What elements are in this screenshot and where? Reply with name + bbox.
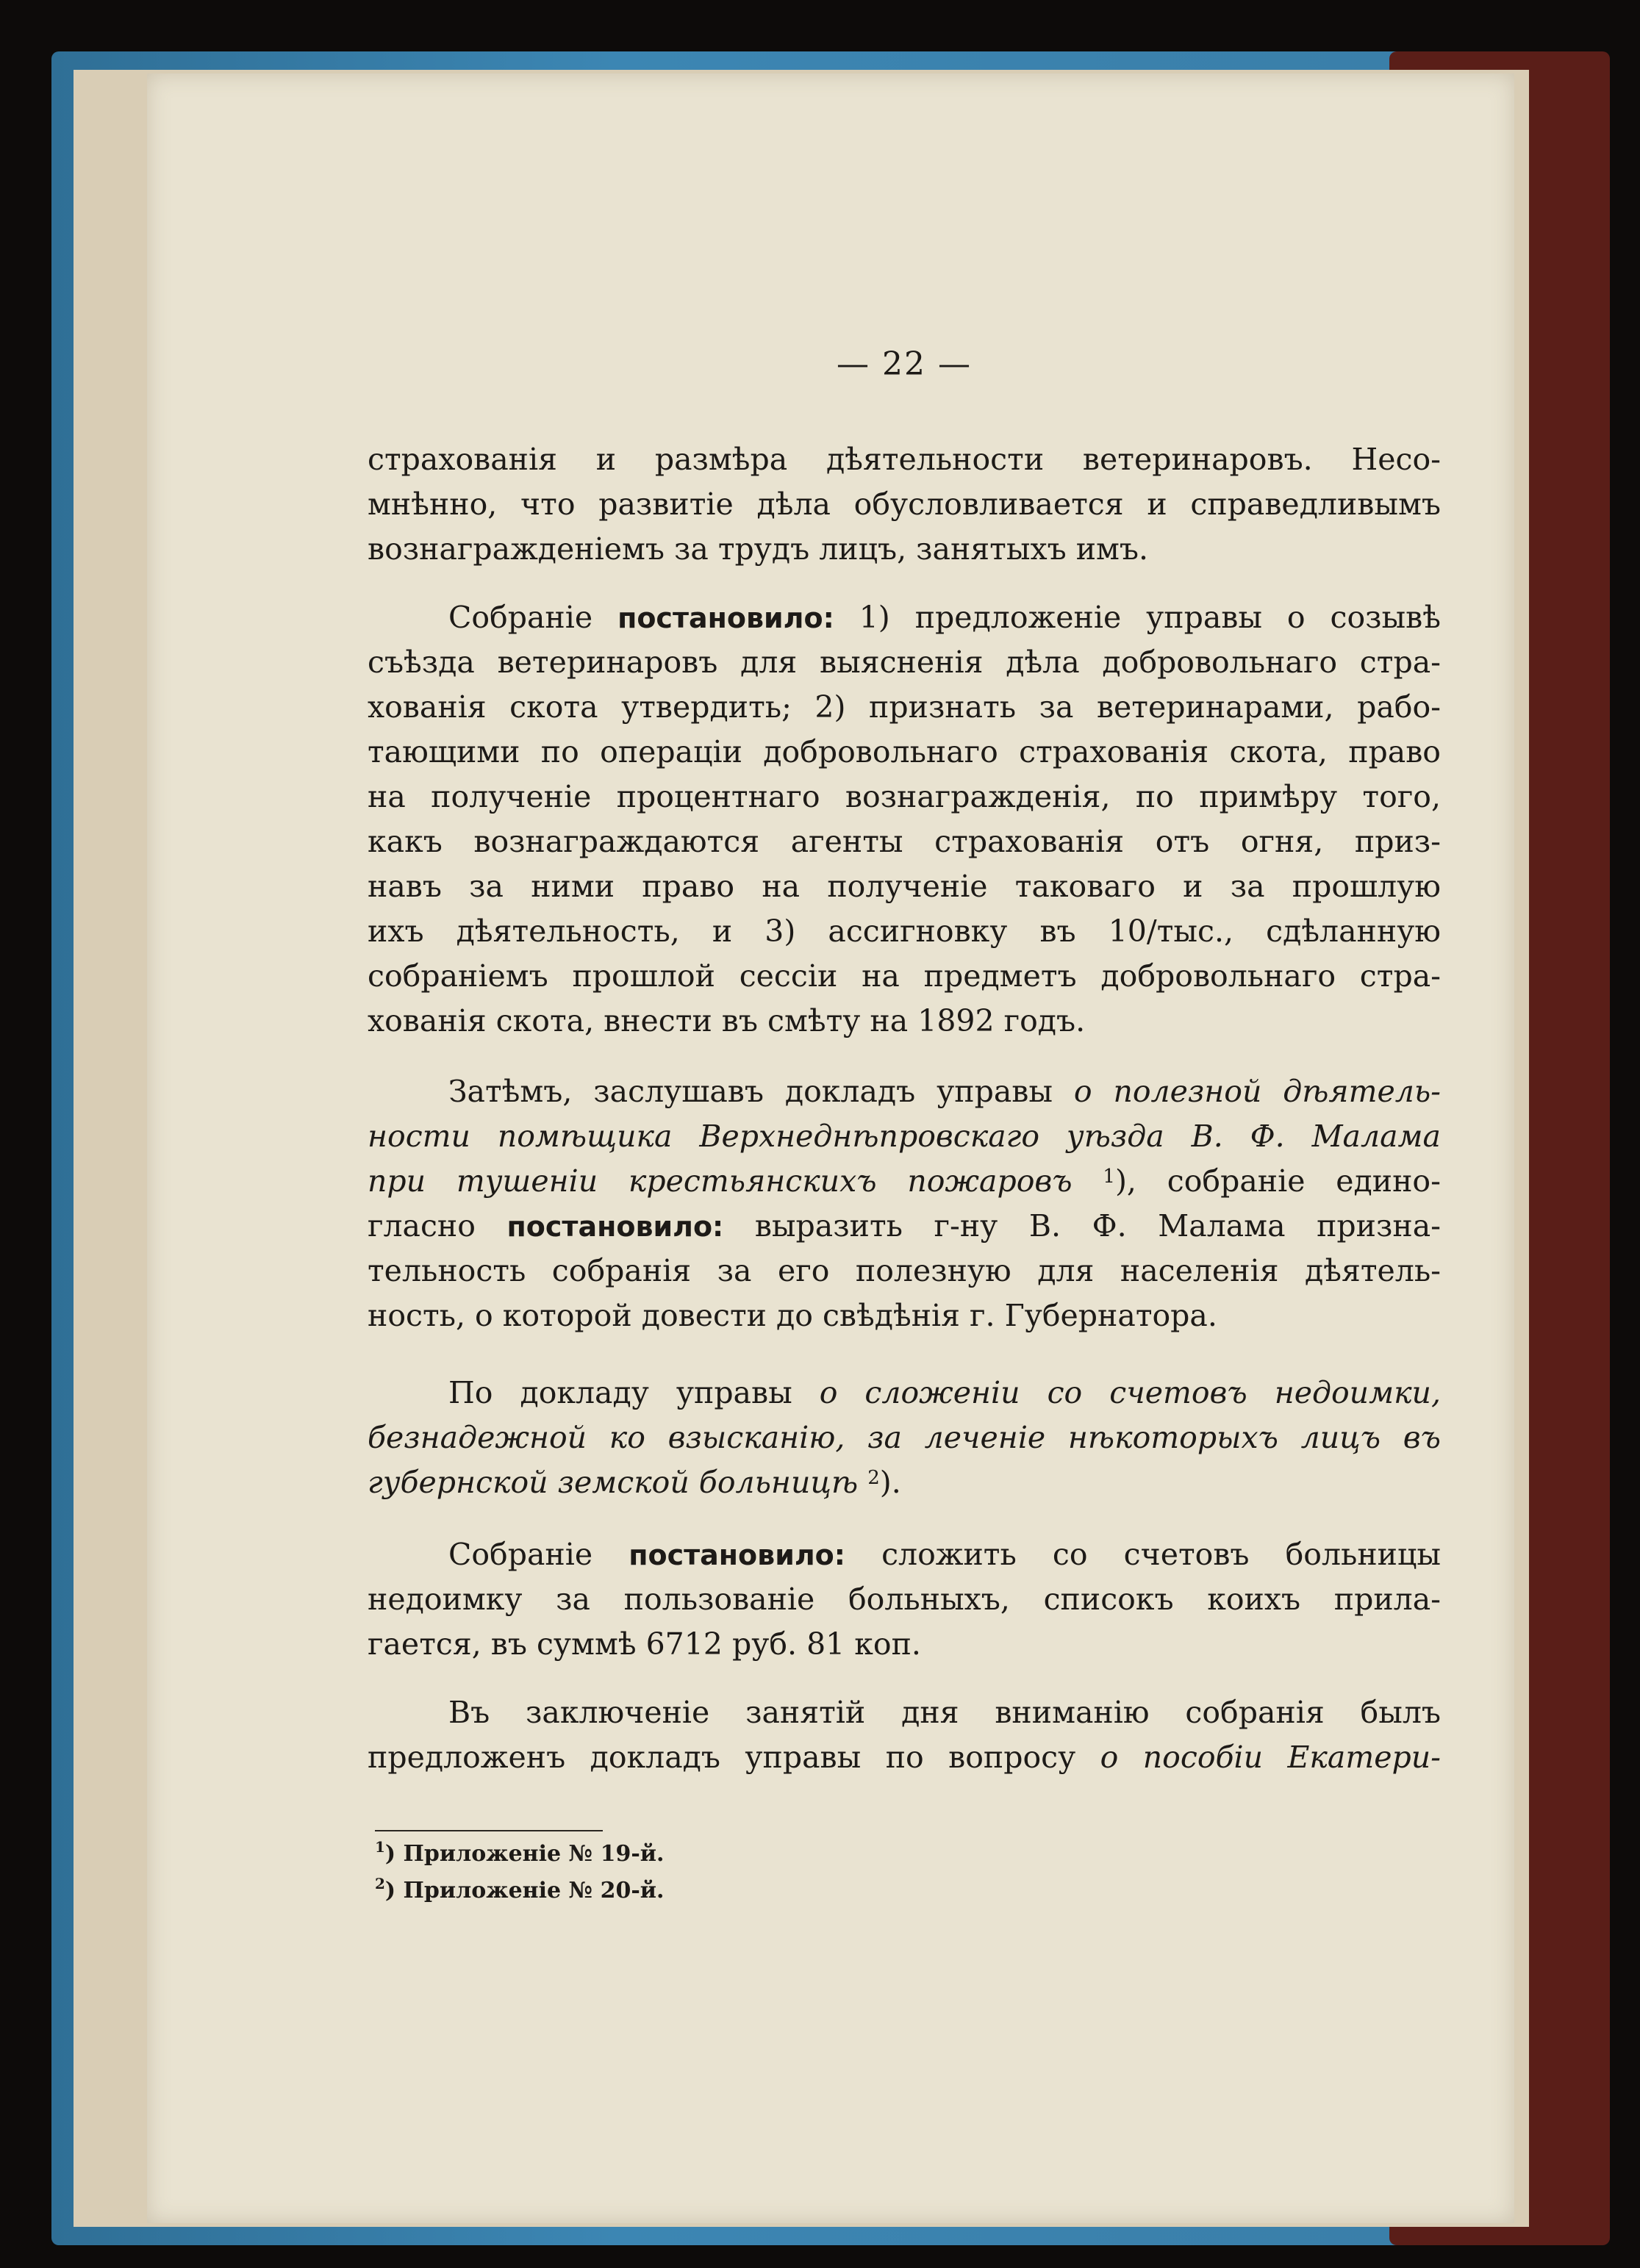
text-line: съѣзда ветеринаровъ для выясненія дѣла добровольнаго стра- [368, 645, 1441, 680]
paragraph-6 [368, 1690, 1441, 1780]
text-line: ности помѣщика Верхнеднѣпровскаго уѣзда В. Ф. Малама [368, 1119, 1441, 1154]
footnote-1: $^1$) Приложеніе № 19-й. [375, 1838, 665, 1867]
text-line: Собраніе постановило: 1) предложеніе управы о созывѣ [448, 600, 1441, 635]
footnote-divider [375, 1830, 603, 1831]
text-line: гается, въ суммѣ 6712 руб. 81 коп. [368, 1626, 921, 1662]
text-line: безнадежной ко взысканію, за леченіе нѣкоторыхъ лицъ въ [368, 1420, 1441, 1455]
text-line: мнѣнно, что развитіе дѣла обусловливается и справедливымъ [368, 487, 1441, 522]
text-line: гласно постановило: выразить г-ну В. Ф. Малама призна- [368, 1208, 1441, 1244]
text-line: Затѣмъ, заслушавъ докладъ управы о полезной дѣятель- [448, 1074, 1441, 1109]
text-line: на полученіе процентнаго вознагражденія, по примѣру того, [368, 779, 1441, 814]
text-line: недоимку за пользованіе больныхъ, списокъ коихъ прила- [368, 1582, 1441, 1617]
footnote-ref: 2 [867, 1467, 880, 1489]
paragraph-2 [368, 595, 1441, 1044]
text-line: страхованія и размѣра дѣятельности ветеринаровъ. Несо- [368, 442, 1441, 477]
footnote-2: $^2$) Приложеніе № 20-й. [375, 1875, 665, 1903]
text-line: хованія скота утвердить; 2) признать за ветеринарами, рабо- [368, 689, 1441, 725]
text-line: какъ вознаграждаются агенты страхованія отъ огня, приз- [368, 824, 1441, 859]
text-line: ность, о которой довести до свѣдѣнія г. Губернатора. [368, 1298, 1217, 1333]
text-line: навъ за ними право на полученіе таковаго и за прошлую [368, 869, 1441, 904]
paragraph-1 [368, 437, 1441, 572]
paragraph-3 [368, 1069, 1441, 1338]
footnote-ref: 1 [1103, 1166, 1115, 1188]
text-line: при тушеніи крестьянскихъ пожаровъ $^1$), собраніе едино- [368, 1163, 1441, 1199]
text-line: Собраніе постановило: сложить со счетовъ больницы [448, 1537, 1441, 1572]
decision-keyword: постановило: [506, 1210, 724, 1243]
text-line: хованія скота, внести въ смѣту на 1892 годъ. [368, 1003, 1086, 1038]
text-line: По докладу управы о сложеніи со счетовъ недоимки, [448, 1375, 1441, 1410]
text-line: предложенъ докладъ управы по вопросу о пособіи Екатери- [368, 1740, 1441, 1775]
text-line: тающими по операціи добровольнаго страхованія скота, право [368, 734, 1441, 769]
paragraph-4 [368, 1371, 1441, 1505]
text-line: вознагражденіемъ за трудъ лицъ, занятыхъ имъ. [368, 531, 1149, 567]
text-line: тельность собранія за его полезную для населенія дѣятель- [368, 1253, 1441, 1288]
text-line: ихъ дѣятельность, и 3) ассигновку въ 10/тыс., сдѣланную [368, 914, 1441, 949]
text-line: собраніемъ прошлой сессіи на предметъ добровольнаго стра- [368, 958, 1441, 994]
text-line: Въ заключеніе занятій дня вниманію собранія былъ [448, 1695, 1441, 1730]
document-page [147, 73, 1514, 2223]
text-line: губернской земской больницѣ $^2$). [368, 1465, 901, 1500]
decision-keyword: постановило: [629, 1539, 845, 1571]
page-number: — 22 — [837, 345, 972, 383]
paragraph-5 [368, 1532, 1441, 1667]
decision-keyword: постановило: [617, 602, 834, 634]
